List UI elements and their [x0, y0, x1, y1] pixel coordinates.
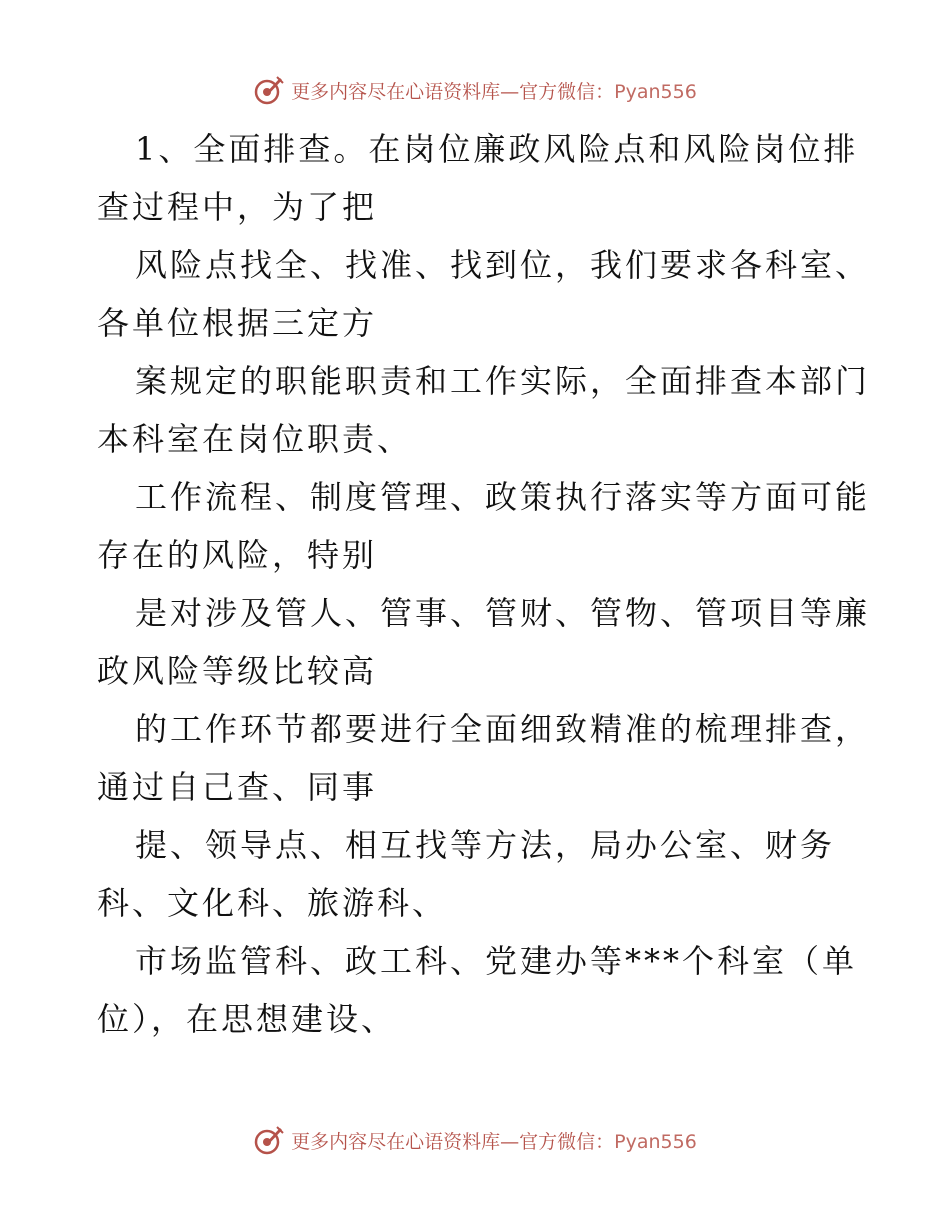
watermark-text: 更多内容尽在心语资料库—官方微信：Pyan556: [291, 1130, 697, 1153]
paragraph-line: 的工作环节都要进行全面细致精准的梳理排查，: [135, 710, 871, 748]
document-body: [97, 120, 877, 1048]
paragraph-line: 政风险等级比较高: [97, 652, 378, 690]
paragraph-line: 是对涉及管人、管事、管财、管物、管项目等廉: [135, 594, 871, 632]
quill-logo-icon: [253, 74, 285, 106]
header-watermark: [0, 70, 950, 110]
paragraph-line: 通过自己查、同事: [97, 768, 378, 806]
watermark-handle: Pyan556: [614, 80, 697, 103]
watermark-handle: Pyan556: [614, 1130, 697, 1153]
paragraph-line: 1、全面排查。在岗位廉政风险点和风险岗位排: [135, 130, 859, 168]
paragraph-line: 查过程中，为了把: [97, 188, 378, 226]
quill-logo-icon: [253, 1124, 285, 1156]
paragraph-line: 工作流程、制度管理、政策执行落实等方面可能: [135, 478, 871, 516]
paragraph-line: 科、文化科、旅游科、: [97, 884, 448, 922]
paragraph-line: 案规定的职能职责和工作实际，全面排查本部门: [135, 362, 871, 400]
paragraph-line: 各单位根据三定方: [97, 304, 378, 342]
paragraph-line: 提、领导点、相互找等方法，局办公室、财务: [135, 826, 836, 864]
paragraph-line: 本科室在岗位职责、: [97, 420, 413, 458]
paragraph-line: 存在的风险，特别: [97, 536, 378, 574]
watermark-text: 更多内容尽在心语资料库—官方微信：Pyan556: [291, 80, 697, 103]
footer-watermark: [0, 1120, 950, 1160]
paragraph-line: 风险点找全、找准、找到位，我们要求各科室、: [135, 246, 871, 284]
paragraph-line: 位），在思想建设、: [97, 1000, 397, 1038]
paragraph-line: 市场监管科、政工科、党建办等***个科室（单: [135, 942, 858, 980]
